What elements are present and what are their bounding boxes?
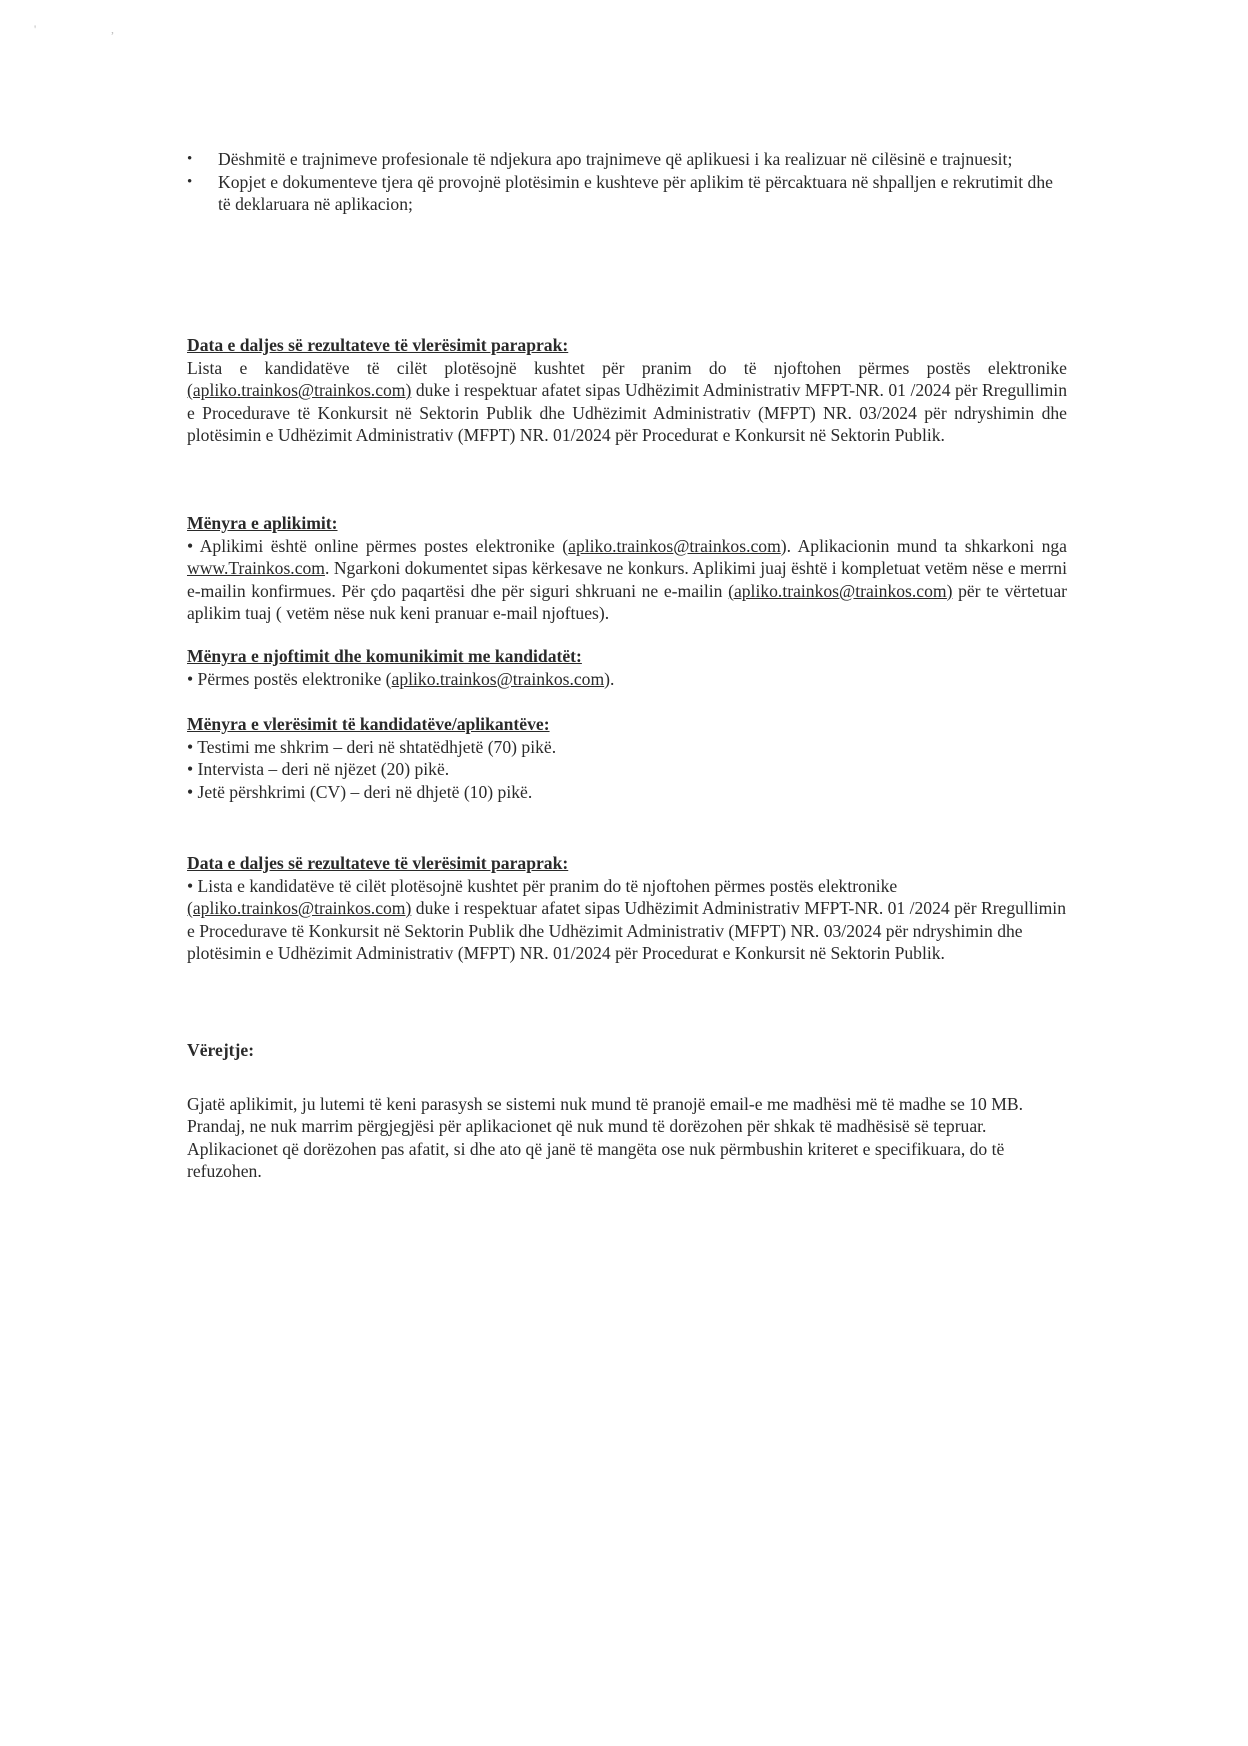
paragraph-text: • Përmes postës elektronike ( bbox=[187, 668, 392, 689]
list-item: • Dëshmitë e trajnimeve profesionale të ndjekura apo trajnimeve që aplikuesi i ka realizuar në cilësinë e trajnuesit; bbox=[187, 148, 1057, 171]
paragraph-text: • Lista e kandidatëve të cilët plotësojnë kushtet për pranim do të njoftohen përmes postës elektronike bbox=[187, 875, 898, 896]
list-item: • Jetë përshkrimi (CV) – deri në dhjetë (10) pikë. bbox=[187, 781, 533, 802]
email-link[interactable]: (apliko.trainkos@trainkos.com) bbox=[728, 580, 953, 601]
section-paragraph bbox=[187, 535, 1067, 625]
email-link[interactable]: apliko.trainkos@trainkos.com bbox=[568, 535, 781, 556]
paragraph-text: . Ngarkoni dokumentet sipas kërkesave ne konkurs. Aplikimi juaj është i kompletuat vetëm nëse e merrni e-mailin konfirmues. Për çdo paqartësi dhe për siguri shkruani ne e-mailin bbox=[187, 558, 1067, 601]
email-link[interactable]: (apliko.trainkos@trainkos.com) bbox=[187, 380, 412, 400]
section-heading: Mënyra e njoftimit dhe komunikimit me kandidatët: bbox=[187, 646, 582, 666]
paragraph-text: ). Aplikacionin mund ta shkarkoni nga bbox=[780, 535, 1067, 556]
section-paragraph: Gjatë aplikimit, ju lutemi të keni parasysh se sistemi nuk mund të pranojë email-e me madhësi më të madhe se 10 MB. Prandaj, ne nuk marrim përgjegjësi për aplikacionet që nuk mund të dorëzohen për shkak të madhësisë së tepruar. Aplikacionet që dorëzohen pas afatit, si dhe ato që janë të mangëta ose nuk përmbushin kriteret e specifikuara, do të refuzohen. bbox=[187, 1093, 1023, 1181]
list-item: • Intervista – deri në njëzet (20) pikë. bbox=[187, 759, 450, 779]
list-item: • Kopjet e dokumenteve tjera që provojnë plotësimin e kushteve për aplikim të përcaktuara në shpalljen e rekrutimit dhe të deklaruara në aplikacion; bbox=[187, 171, 1057, 216]
notification-section bbox=[187, 645, 1067, 690]
section-heading: Mënyra e vlerësimit të kandidatëve/aplikantëve: bbox=[187, 714, 550, 734]
paragraph-text: për te vërtetuar aplikim tuaj ( vetëm nëse nuk keni pranuar e-mail njoftues). bbox=[187, 580, 1067, 623]
paragraph-text: Lista e kandidatëve të cilët plotësojnë kushtet për pranim do të njoftohen përmes postës elektronike bbox=[187, 357, 1067, 378]
email-link[interactable]: (apliko.trainkos@trainkos.com) bbox=[187, 898, 412, 918]
paragraph-text: ). bbox=[604, 668, 615, 689]
section-paragraph bbox=[187, 668, 1067, 691]
section-paragraph bbox=[187, 875, 1067, 965]
section-heading: Vërejtje: bbox=[187, 1040, 255, 1060]
results-section bbox=[187, 334, 1067, 447]
required-documents-list bbox=[187, 148, 1057, 216]
section-heading: Mënyra e aplikimit: bbox=[187, 513, 338, 533]
evaluation-section bbox=[187, 713, 1067, 803]
website-link[interactable]: www.Trainkos.com bbox=[187, 558, 325, 578]
note-section bbox=[187, 1039, 1067, 1183]
paragraph-text: • Aplikimi është online përmes postes elektronike ( bbox=[187, 535, 569, 556]
results-section-repeat bbox=[187, 852, 1067, 965]
paragraph-text: duke i respektuar afatet sipas Udhëzimit Administrativ MFPT-NR. 01 /2024 për Rregullimin e Procedurave të Konkursit në Sektorin Publik dhe Udhëzimit Administrativ (MFPT) NR. 03/2024 për ndryshimin dhe plotësimin e Udhëzimit Administrativ (MFPT) NR. 01/2024 për Procedurat e Konkursit në Sektorin Publik. bbox=[187, 380, 1067, 445]
paragraph-text: duke i respektuar afatet sipas Udhëzimit Administrativ MFPT-NR. 01 /2024 për Rregullimin e Procedurave të Konkursit në Sektorin Publik dhe Udhëzimit Administrativ (MFPT) NR. 03/2024 për ndryshimin dhe plotësimin e Udhëzimit Administrativ (MFPT) NR. 01/2024 për Procedurat e Konkursit në Sektorin Publik. bbox=[187, 898, 1066, 963]
section-heading: Data e daljes së rezultateve të vlerësimit paraprak: bbox=[187, 853, 569, 873]
section-paragraph bbox=[187, 357, 1067, 447]
scan-mark: , bbox=[111, 22, 114, 36]
scan-mark: ' bbox=[34, 22, 37, 36]
email-link[interactable]: apliko.trainkos@trainkos.com bbox=[391, 668, 605, 689]
application-method-section bbox=[187, 512, 1067, 625]
list-item: • Testimi me shkrim – deri në shtatëdhjetë (70) pikë. bbox=[187, 736, 557, 757]
section-heading: Data e daljes së rezultateve të vlerësimit paraprak: bbox=[187, 335, 569, 355]
